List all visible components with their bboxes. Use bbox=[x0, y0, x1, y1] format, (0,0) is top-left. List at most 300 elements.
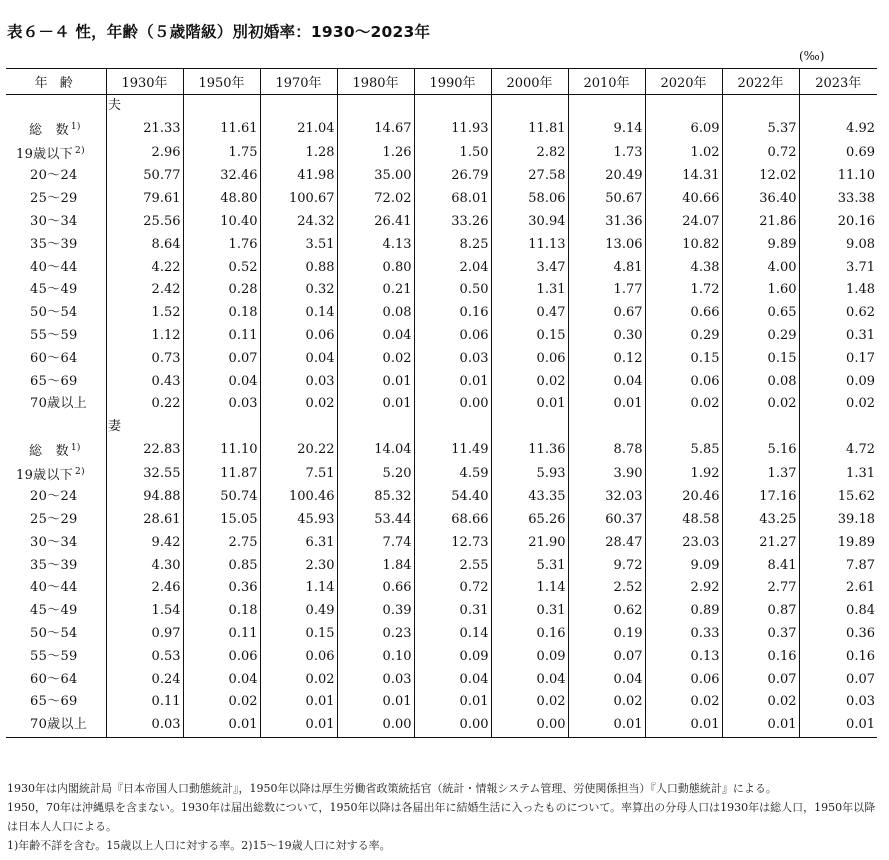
value-cell: 2.30 bbox=[260, 554, 337, 577]
value-cell: 1.84 bbox=[337, 554, 414, 577]
value-cell: 27.58 bbox=[491, 165, 568, 188]
age-label bbox=[6, 141, 106, 165]
age-text: 55〜59 bbox=[30, 327, 78, 343]
value-cell: 0.09 bbox=[491, 645, 568, 668]
value-cell: 0.04 bbox=[568, 668, 645, 691]
value-cell: 50.74 bbox=[183, 486, 260, 509]
value-cell: 0.47 bbox=[491, 302, 568, 325]
footnote-marker: 2) bbox=[75, 146, 85, 156]
value-cell: 9.42 bbox=[106, 531, 183, 554]
value-cell: 32.55 bbox=[106, 462, 183, 486]
value-cell: 1.48 bbox=[799, 279, 877, 302]
table-row bbox=[6, 141, 877, 165]
footnote-marker: 1) bbox=[70, 442, 81, 453]
value-cell: 1.52 bbox=[106, 302, 183, 325]
value-cell: 0.02 bbox=[799, 393, 877, 416]
value-cell: 0.15 bbox=[722, 347, 799, 370]
value-cell: 13.06 bbox=[568, 233, 645, 256]
age-text: 19歳以下 bbox=[16, 467, 74, 483]
footnote-marker: 1) bbox=[70, 122, 81, 132]
value-cell: 1.37 bbox=[722, 462, 799, 486]
value-cell: 1.26 bbox=[337, 141, 414, 165]
age-text: 20〜24 bbox=[30, 489, 78, 505]
value-cell: 11.61 bbox=[183, 117, 260, 141]
section-label: 妻 bbox=[108, 418, 122, 434]
value-cell: 0.62 bbox=[568, 600, 645, 623]
header-year: 2020年 bbox=[645, 69, 722, 95]
value-cell: 0.02 bbox=[722, 691, 799, 714]
value-cell: 23.03 bbox=[645, 531, 722, 554]
table-row bbox=[6, 370, 877, 393]
value-cell: 3.71 bbox=[799, 256, 877, 279]
value-cell: 0.02 bbox=[260, 393, 337, 416]
age-text: 70歳以上 bbox=[30, 717, 88, 733]
value-cell: 0.97 bbox=[106, 623, 183, 646]
value-cell: 0.07 bbox=[799, 668, 877, 691]
age-text: 60〜64 bbox=[30, 671, 78, 687]
value-cell: 1.50 bbox=[414, 141, 491, 165]
age-text: 総 数 bbox=[29, 443, 69, 459]
empty-cell bbox=[722, 95, 799, 118]
empty-cell bbox=[645, 95, 722, 118]
age-label bbox=[6, 531, 106, 554]
value-cell: 3.51 bbox=[260, 233, 337, 256]
value-cell: 0.01 bbox=[645, 714, 722, 737]
value-cell: 3.90 bbox=[568, 462, 645, 486]
value-cell: 0.07 bbox=[183, 347, 260, 370]
value-cell: 0.06 bbox=[260, 325, 337, 348]
empty-cell bbox=[568, 416, 645, 438]
value-cell: 79.61 bbox=[106, 188, 183, 211]
value-cell: 1.31 bbox=[491, 279, 568, 302]
value-cell: 0.29 bbox=[722, 325, 799, 348]
table-row bbox=[6, 645, 877, 668]
footer-notes bbox=[7, 779, 879, 855]
value-cell: 0.24 bbox=[106, 668, 183, 691]
value-cell: 48.58 bbox=[645, 509, 722, 532]
value-cell: 0.72 bbox=[722, 141, 799, 165]
value-cell: 21.04 bbox=[260, 117, 337, 141]
marriage-rate-table bbox=[6, 68, 877, 738]
value-cell: 85.32 bbox=[337, 486, 414, 509]
table-row bbox=[6, 256, 877, 279]
value-cell: 0.01 bbox=[414, 691, 491, 714]
value-cell: 0.15 bbox=[260, 623, 337, 646]
age-label bbox=[6, 509, 106, 532]
table-row bbox=[6, 486, 877, 509]
value-cell: 54.40 bbox=[414, 486, 491, 509]
value-cell: 21.86 bbox=[722, 211, 799, 234]
value-cell: 10.40 bbox=[183, 211, 260, 234]
value-cell: 0.03 bbox=[183, 393, 260, 416]
age-text: 35〜39 bbox=[30, 236, 78, 252]
value-cell: 0.66 bbox=[645, 302, 722, 325]
age-text: 20〜24 bbox=[30, 168, 78, 184]
value-cell: 5.20 bbox=[337, 462, 414, 486]
value-cell: 0.89 bbox=[645, 600, 722, 623]
table-title: 表６－４ 性，年齢（５歳階級）別初婚率：1930〜2023年 bbox=[7, 23, 431, 41]
value-cell: 0.01 bbox=[337, 370, 414, 393]
value-cell: 1.92 bbox=[645, 462, 722, 486]
value-cell: 2.42 bbox=[106, 279, 183, 302]
value-cell: 14.31 bbox=[645, 165, 722, 188]
value-cell: 1.75 bbox=[183, 141, 260, 165]
value-cell: 24.07 bbox=[645, 211, 722, 234]
age-label bbox=[6, 600, 106, 623]
value-cell: 0.53 bbox=[106, 645, 183, 668]
empty-cell bbox=[260, 95, 337, 118]
value-cell: 45.93 bbox=[260, 509, 337, 532]
header-year: 1980年 bbox=[337, 69, 414, 95]
value-cell: 0.31 bbox=[491, 600, 568, 623]
value-cell: 5.16 bbox=[722, 438, 799, 462]
value-cell: 0.11 bbox=[106, 691, 183, 714]
value-cell: 9.08 bbox=[799, 233, 877, 256]
value-cell: 28.47 bbox=[568, 531, 645, 554]
value-cell: 0.03 bbox=[414, 347, 491, 370]
value-cell: 0.65 bbox=[722, 302, 799, 325]
value-cell: 15.05 bbox=[183, 509, 260, 532]
value-cell: 12.73 bbox=[414, 531, 491, 554]
value-cell: 9.72 bbox=[568, 554, 645, 577]
value-cell: 32.46 bbox=[183, 165, 260, 188]
age-text: 35〜39 bbox=[30, 557, 78, 573]
value-cell: 4.59 bbox=[414, 462, 491, 486]
value-cell: 0.00 bbox=[491, 714, 568, 737]
value-cell: 68.01 bbox=[414, 188, 491, 211]
section-row bbox=[6, 95, 877, 118]
empty-cell bbox=[799, 95, 877, 118]
age-label bbox=[6, 302, 106, 325]
value-cell: 22.83 bbox=[106, 438, 183, 462]
value-cell: 0.00 bbox=[337, 714, 414, 737]
value-cell: 41.98 bbox=[260, 165, 337, 188]
value-cell: 15.62 bbox=[799, 486, 877, 509]
empty-cell bbox=[183, 95, 260, 118]
value-cell: 0.88 bbox=[260, 256, 337, 279]
value-cell: 14.67 bbox=[337, 117, 414, 141]
value-cell: 0.04 bbox=[260, 347, 337, 370]
age-label bbox=[6, 211, 106, 234]
value-cell: 11.81 bbox=[491, 117, 568, 141]
value-cell: 2.61 bbox=[799, 577, 877, 600]
age-label bbox=[6, 577, 106, 600]
value-cell: 9.89 bbox=[722, 233, 799, 256]
value-cell: 0.18 bbox=[183, 302, 260, 325]
value-cell: 1.60 bbox=[722, 279, 799, 302]
value-cell: 0.01 bbox=[568, 393, 645, 416]
age-label bbox=[6, 370, 106, 393]
value-cell: 20.49 bbox=[568, 165, 645, 188]
age-label bbox=[6, 623, 106, 646]
value-cell: 4.38 bbox=[645, 256, 722, 279]
value-cell: 1.02 bbox=[645, 141, 722, 165]
value-cell: 0.17 bbox=[799, 347, 877, 370]
value-cell: 50.77 bbox=[106, 165, 183, 188]
value-cell: 5.85 bbox=[645, 438, 722, 462]
table-row bbox=[6, 714, 877, 737]
value-cell: 0.15 bbox=[645, 347, 722, 370]
value-cell: 0.23 bbox=[337, 623, 414, 646]
value-cell: 11.13 bbox=[491, 233, 568, 256]
value-cell: 0.02 bbox=[645, 393, 722, 416]
value-cell: 48.80 bbox=[183, 188, 260, 211]
value-cell: 0.80 bbox=[337, 256, 414, 279]
age-text: 60〜64 bbox=[30, 350, 78, 366]
table-body bbox=[6, 95, 877, 738]
value-cell: 9.09 bbox=[645, 554, 722, 577]
age-label bbox=[6, 691, 106, 714]
table-row bbox=[6, 188, 877, 211]
value-cell: 1.14 bbox=[260, 577, 337, 600]
footnote-marker: 2) bbox=[75, 466, 85, 477]
value-cell: 5.37 bbox=[722, 117, 799, 141]
value-cell: 11.49 bbox=[414, 438, 491, 462]
value-cell: 0.33 bbox=[645, 623, 722, 646]
value-cell: 6.31 bbox=[260, 531, 337, 554]
value-cell: 0.03 bbox=[106, 714, 183, 737]
value-cell: 0.16 bbox=[414, 302, 491, 325]
header-row bbox=[6, 69, 877, 95]
empty-cell bbox=[183, 416, 260, 438]
value-cell: 17.16 bbox=[722, 486, 799, 509]
empty-cell bbox=[645, 416, 722, 438]
value-cell: 25.56 bbox=[106, 211, 183, 234]
value-cell: 1.73 bbox=[568, 141, 645, 165]
value-cell: 0.04 bbox=[183, 668, 260, 691]
value-cell: 0.52 bbox=[183, 256, 260, 279]
value-cell: 30.94 bbox=[491, 211, 568, 234]
age-label bbox=[6, 714, 106, 737]
value-cell: 0.06 bbox=[414, 325, 491, 348]
value-cell: 0.06 bbox=[645, 668, 722, 691]
value-cell: 3.47 bbox=[491, 256, 568, 279]
value-cell: 2.04 bbox=[414, 256, 491, 279]
value-cell: 4.22 bbox=[106, 256, 183, 279]
value-cell: 68.66 bbox=[414, 509, 491, 532]
value-cell: 0.01 bbox=[414, 370, 491, 393]
age-label bbox=[6, 645, 106, 668]
empty-cell bbox=[491, 95, 568, 118]
value-cell: 0.15 bbox=[491, 325, 568, 348]
value-cell: 0.03 bbox=[260, 370, 337, 393]
age-text: 65〜69 bbox=[30, 373, 78, 389]
table-row bbox=[6, 165, 877, 188]
value-cell: 0.02 bbox=[722, 393, 799, 416]
table-row bbox=[6, 325, 877, 348]
value-cell: 0.37 bbox=[722, 623, 799, 646]
age-text: 40〜44 bbox=[30, 259, 78, 275]
value-cell: 2.77 bbox=[722, 577, 799, 600]
table-row bbox=[6, 393, 877, 416]
value-cell: 2.75 bbox=[183, 531, 260, 554]
value-cell: 0.02 bbox=[645, 691, 722, 714]
value-cell: 0.06 bbox=[645, 370, 722, 393]
value-cell: 10.82 bbox=[645, 233, 722, 256]
value-cell: 36.40 bbox=[722, 188, 799, 211]
value-cell: 26.41 bbox=[337, 211, 414, 234]
table-row bbox=[6, 438, 877, 462]
value-cell: 11.10 bbox=[183, 438, 260, 462]
value-cell: 0.01 bbox=[722, 714, 799, 737]
table-row bbox=[6, 531, 877, 554]
value-cell: 4.81 bbox=[568, 256, 645, 279]
value-cell: 0.06 bbox=[491, 347, 568, 370]
value-cell: 20.22 bbox=[260, 438, 337, 462]
value-cell: 0.14 bbox=[260, 302, 337, 325]
value-cell: 0.49 bbox=[260, 600, 337, 623]
value-cell: 0.00 bbox=[414, 714, 491, 737]
value-cell: 0.31 bbox=[799, 325, 877, 348]
value-cell: 0.01 bbox=[260, 691, 337, 714]
age-text: 45〜49 bbox=[30, 282, 78, 298]
value-cell: 0.01 bbox=[260, 714, 337, 737]
table-row bbox=[6, 462, 877, 486]
age-label bbox=[6, 347, 106, 370]
age-text: 25〜29 bbox=[30, 511, 78, 527]
age-label bbox=[6, 165, 106, 188]
value-cell: 0.29 bbox=[645, 325, 722, 348]
value-cell: 53.44 bbox=[337, 509, 414, 532]
table-row bbox=[6, 347, 877, 370]
table-row bbox=[6, 577, 877, 600]
value-cell: 0.62 bbox=[799, 302, 877, 325]
value-cell: 0.01 bbox=[183, 714, 260, 737]
header-year: 2000年 bbox=[491, 69, 568, 95]
header-year: 1970年 bbox=[260, 69, 337, 95]
value-cell: 0.72 bbox=[414, 577, 491, 600]
value-cell: 28.61 bbox=[106, 509, 183, 532]
value-cell: 50.67 bbox=[568, 188, 645, 211]
value-cell: 8.64 bbox=[106, 233, 183, 256]
value-cell: 0.02 bbox=[183, 691, 260, 714]
value-cell: 0.14 bbox=[414, 623, 491, 646]
empty-cell bbox=[568, 95, 645, 118]
value-cell: 40.66 bbox=[645, 188, 722, 211]
value-cell: 0.00 bbox=[414, 393, 491, 416]
value-cell: 31.36 bbox=[568, 211, 645, 234]
age-text: 30〜34 bbox=[30, 213, 78, 229]
empty-cell bbox=[337, 95, 414, 118]
source-note: 1930年は内閣統計局『日本帝国人口動態統計』，1950年以降は厚生労働省政策統括官（統計・情報システム管理、労使関係担当）『人口動態統計』による。 bbox=[7, 782, 777, 795]
value-cell: 0.36 bbox=[799, 623, 877, 646]
empty-cell bbox=[414, 416, 491, 438]
value-cell: 0.66 bbox=[337, 577, 414, 600]
value-cell: 0.02 bbox=[491, 370, 568, 393]
value-cell: 2.82 bbox=[491, 141, 568, 165]
value-cell: 2.55 bbox=[414, 554, 491, 577]
value-cell: 1.31 bbox=[799, 462, 877, 486]
value-cell: 9.14 bbox=[568, 117, 645, 141]
value-cell: 0.31 bbox=[414, 600, 491, 623]
table-row bbox=[6, 554, 877, 577]
header-year: 2010年 bbox=[568, 69, 645, 95]
header-year: 1930年 bbox=[106, 69, 183, 95]
value-cell: 20.46 bbox=[645, 486, 722, 509]
value-cell: 8.41 bbox=[722, 554, 799, 577]
value-cell: 6.09 bbox=[645, 117, 722, 141]
value-cell: 4.92 bbox=[799, 117, 877, 141]
value-cell: 0.03 bbox=[337, 668, 414, 691]
value-cell: 0.13 bbox=[645, 645, 722, 668]
value-cell: 0.22 bbox=[106, 393, 183, 416]
value-cell: 7.87 bbox=[799, 554, 877, 577]
value-cell: 21.90 bbox=[491, 531, 568, 554]
value-cell: 0.01 bbox=[337, 393, 414, 416]
value-cell: 35.00 bbox=[337, 165, 414, 188]
value-cell: 0.09 bbox=[414, 645, 491, 668]
value-cell: 33.38 bbox=[799, 188, 877, 211]
value-cell: 0.11 bbox=[183, 325, 260, 348]
value-cell: 0.01 bbox=[337, 691, 414, 714]
value-cell: 0.84 bbox=[799, 600, 877, 623]
value-cell: 11.10 bbox=[799, 165, 877, 188]
value-cell: 0.07 bbox=[568, 645, 645, 668]
value-cell: 7.51 bbox=[260, 462, 337, 486]
value-cell: 0.19 bbox=[568, 623, 645, 646]
table-row bbox=[6, 600, 877, 623]
value-cell: 0.04 bbox=[183, 370, 260, 393]
value-cell: 100.67 bbox=[260, 188, 337, 211]
value-cell: 11.87 bbox=[183, 462, 260, 486]
age-text: 19歳以下 bbox=[16, 147, 74, 162]
empty-cell bbox=[260, 416, 337, 438]
value-cell: 0.01 bbox=[799, 714, 877, 737]
table-row bbox=[6, 302, 877, 325]
value-cell: 43.25 bbox=[722, 509, 799, 532]
age-text: 総 数 bbox=[29, 123, 69, 138]
value-cell: 0.67 bbox=[568, 302, 645, 325]
value-cell: 33.26 bbox=[414, 211, 491, 234]
value-cell: 60.37 bbox=[568, 509, 645, 532]
age-label bbox=[6, 438, 106, 462]
value-cell: 0.30 bbox=[568, 325, 645, 348]
value-cell: 1.12 bbox=[106, 325, 183, 348]
value-cell: 0.87 bbox=[722, 600, 799, 623]
value-cell: 7.74 bbox=[337, 531, 414, 554]
value-cell: 0.02 bbox=[491, 691, 568, 714]
header-year: 2022年 bbox=[722, 69, 799, 95]
table-row bbox=[6, 117, 877, 141]
value-cell: 0.85 bbox=[183, 554, 260, 577]
value-cell: 2.46 bbox=[106, 577, 183, 600]
value-cell: 0.69 bbox=[799, 141, 877, 165]
value-cell: 2.52 bbox=[568, 577, 645, 600]
age-label bbox=[6, 393, 106, 416]
value-cell: 2.96 bbox=[106, 141, 183, 165]
age-label bbox=[6, 486, 106, 509]
value-cell: 1.76 bbox=[183, 233, 260, 256]
value-cell: 0.39 bbox=[337, 600, 414, 623]
value-cell: 72.02 bbox=[337, 188, 414, 211]
value-cell: 0.03 bbox=[799, 691, 877, 714]
age-text: 30〜34 bbox=[30, 534, 78, 550]
value-cell: 4.00 bbox=[722, 256, 799, 279]
header-year: 1990年 bbox=[414, 69, 491, 95]
value-cell: 0.50 bbox=[414, 279, 491, 302]
value-cell: 0.06 bbox=[260, 645, 337, 668]
value-cell: 24.32 bbox=[260, 211, 337, 234]
value-cell: 14.04 bbox=[337, 438, 414, 462]
section-row bbox=[6, 416, 877, 438]
value-cell: 0.10 bbox=[337, 645, 414, 668]
header-year: 1950年 bbox=[183, 69, 260, 95]
value-cell: 5.93 bbox=[491, 462, 568, 486]
table-row bbox=[6, 279, 877, 302]
value-cell: 4.72 bbox=[799, 438, 877, 462]
table-header bbox=[6, 69, 877, 95]
value-cell: 0.04 bbox=[491, 668, 568, 691]
